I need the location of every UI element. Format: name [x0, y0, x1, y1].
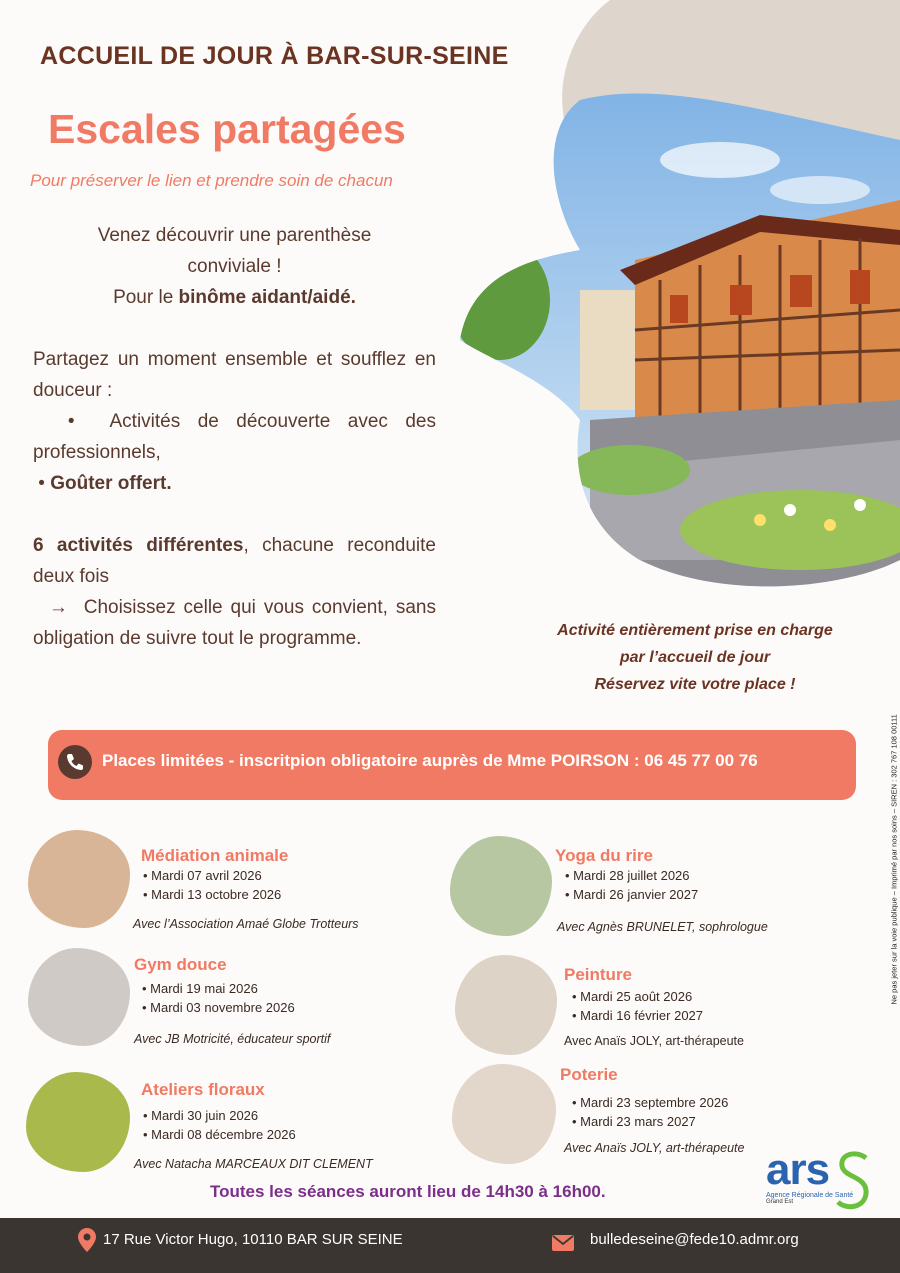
partage-bullet: • Activités de découverte avec des professionnels,: [33, 411, 436, 463]
activity-floraux: [141, 1080, 296, 1144]
headline: Escales partagées: [48, 106, 406, 152]
activity-peinture: [564, 965, 703, 1025]
side-legal-text: [884, 650, 898, 1010]
partage-block: [33, 344, 436, 499]
activities-count: [33, 530, 436, 592]
activity-photo-floraux: [26, 1072, 130, 1172]
charge-line: Réservez vite votre place !: [594, 676, 796, 693]
activity-by: Avec Anaïs JOLY, art-thérapeute: [564, 1141, 745, 1155]
activity-title: Gym douce: [134, 955, 227, 974]
ars-line1: Agence Régionale de Santé: [766, 1192, 854, 1199]
activity-date: • Mardi 23 mars 2027: [572, 1112, 728, 1131]
ars-line2: Grand Est: [766, 1199, 794, 1205]
activity-title: Poterie: [560, 1065, 618, 1084]
activity-by: Avec Agnès BRUNELET, sophrologue: [557, 920, 768, 934]
activity-date: • Mardi 07 avril 2026: [143, 866, 288, 885]
activity-poterie: [560, 1065, 728, 1131]
activities-info-block: [33, 530, 436, 654]
side-legal-label: Ne pas jeter sur la voie publique – Imprimé par nos soins – SIREN : 302 767 108 00111: [889, 714, 899, 1005]
activity-date: • Mardi 30 juin 2026: [143, 1106, 296, 1125]
activities-count-rest: , chacune reconduite deux fois: [33, 535, 436, 587]
activity-title: Médiation animale: [141, 846, 289, 865]
schedule-note: Toutes les séances auront lieu de 14h30 à 16h00.: [210, 1182, 606, 1201]
activity-by: Avec Natacha MARCEAUX DIT CLEMENT: [134, 1157, 373, 1171]
activities-choice: → Choisissez celle qui vous convient, sans obligation de suivre tout le programme.: [33, 597, 436, 649]
activity-date: • Mardi 19 mai 2026: [142, 979, 295, 998]
activity-gym: [134, 955, 295, 1017]
tagline: Pour préserver le lien et prendre soin de chacun: [30, 171, 393, 190]
intro-line: conviviale !: [187, 256, 282, 277]
activity-by: Avec Anaïs JOLY, art-thérapeute: [564, 1034, 744, 1048]
partage-text: Partagez un moment ensemble et soufflez en douceur :: [33, 349, 436, 401]
activity-date: • Mardi 28 juillet 2026: [565, 866, 698, 885]
activity-date: • Mardi 08 décembre 2026: [143, 1125, 296, 1144]
activity-yoga: [555, 846, 698, 904]
activity-date: • Mardi 03 novembre 2026: [142, 998, 295, 1017]
activities-choice-text: Choisissez celle qui vous convient, sans obligation de suivre tout le programme.: [33, 597, 436, 649]
partage-bullet: • Goûter offert.: [33, 473, 172, 494]
activity-title: Peinture: [564, 965, 633, 984]
location-pin-icon: [78, 1228, 96, 1252]
banner-text: Places limitées - inscritpion obligatoire auprès de Mme POIRSON : 06 45 77 00 76: [102, 751, 758, 770]
footer-email[interactable]: bulledeseine@fede10.admr.org: [590, 1231, 799, 1248]
footer-address: 17 Rue Victor Hugo, 10110 BAR SUR SEINE: [103, 1231, 403, 1248]
intro-line: [33, 282, 436, 313]
activity-photo-yoga: [450, 836, 552, 936]
activity-by: Avec JB Motricité, éducateur sportif: [134, 1032, 331, 1046]
intro-block: [33, 220, 436, 313]
building-photo: [460, 0, 900, 590]
activity-mediation: [141, 846, 288, 904]
ars-logo: [766, 1145, 876, 1215]
activity-photo-gym: [28, 948, 130, 1046]
ars-s-shape: [836, 1150, 872, 1212]
activity-date: • Mardi 13 octobre 2026: [143, 885, 288, 904]
page-title: ACCUEIL DE JOUR À BAR-SUR-SEINE: [40, 42, 509, 70]
intro-bold: binôme aidant/aidé.: [178, 287, 356, 308]
activity-photo-mediation: [28, 830, 130, 928]
mail-icon: [552, 1235, 574, 1251]
activities-count-bold: 6 activités différentes: [33, 535, 244, 556]
activity-date: • Mardi 25 août 2026: [572, 987, 703, 1006]
activity-photo-poterie: [452, 1064, 556, 1164]
activity-date: • Mardi 16 février 2027: [572, 1006, 703, 1025]
intro-line: Venez découvrir une parenthèse: [97, 225, 372, 246]
charge-line: Activité entièrement prise en charge: [557, 622, 833, 639]
activity-date: • Mardi 23 septembre 2026: [572, 1093, 728, 1112]
ars-logo-text: ars: [766, 1145, 830, 1194]
partage-bullet-bold: Goûter offert.: [50, 473, 172, 494]
charge-line: par l’accueil de jour: [619, 649, 771, 666]
activity-photo-peinture: [455, 955, 557, 1055]
activity-date: • Mardi 26 janvier 2027: [565, 885, 698, 904]
activity-by: Avec l’Association Amaé Globe Trotteurs: [133, 917, 359, 931]
activity-title: Yoga du rire: [555, 846, 653, 865]
partage-bullet-text: Activités de découverte avec des professionnels,: [33, 411, 436, 463]
charge-block: [500, 617, 890, 698]
activity-title: Ateliers floraux: [141, 1080, 265, 1099]
phone-icon[interactable]: [58, 745, 92, 779]
intro-prefix: Pour le: [113, 287, 179, 308]
